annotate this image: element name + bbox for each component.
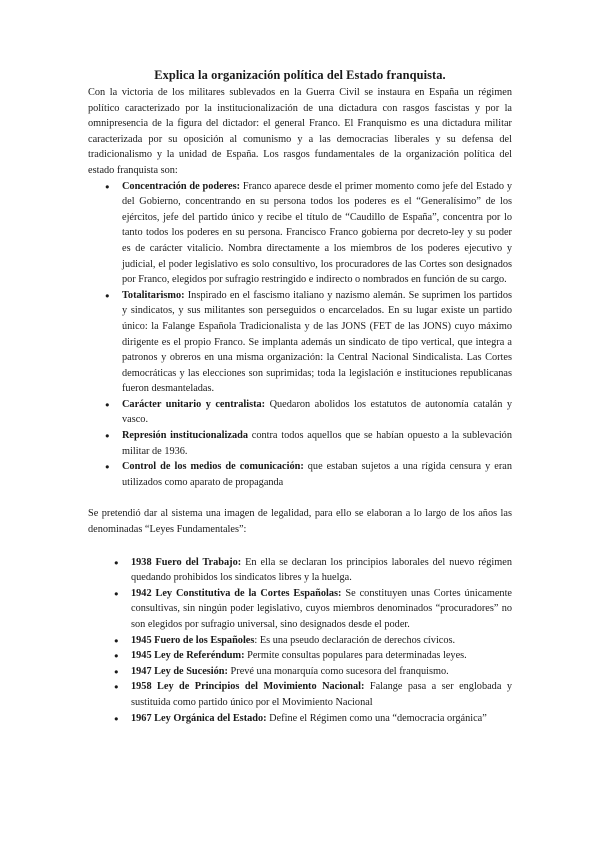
law-text: En ella se declaran los principios laborales del nuevo régimen quedando prohibidos los sindicatos libres y la huelga.: [131, 556, 512, 584]
law-term: 1945 Ley de Referéndum:: [131, 650, 245, 662]
law-text: Permite consultas populares para determinadas leyes.: [244, 650, 467, 662]
feature-term: Represión institucionalizada: [122, 430, 248, 442]
laws-intro-paragraph: Se pretendió dar al sistema una imagen de legalidad, para ello se elaboran a lo largo de los años las denominadas “Leyes Fundamentales”:: [88, 508, 512, 536]
law-term: 1958 Ley de Principios del Movimiento Nacional:: [131, 681, 365, 693]
spacer: [88, 538, 512, 555]
law-text: Falange pasa a ser englobada y sustituida como partido único por el Movimiento Nacional: [131, 681, 512, 708]
list-item: [88, 459, 512, 490]
list-item: [88, 428, 512, 459]
spacer: [88, 490, 512, 506]
law-text: Define el Régimen como una “democracia orgánica”: [266, 712, 487, 724]
feature-text: contra todos aquellos que se habían opuesto a la sublevación militar de 1936.: [122, 430, 512, 457]
feature-text: que estaban sujetos a una rígida censura y eran utilizados como aparato de propaganda: [122, 461, 512, 488]
list-item: [88, 288, 512, 397]
list-item: [88, 664, 512, 680]
list-item: [88, 633, 512, 649]
laws-list: [88, 555, 512, 727]
law-term: 1967 Ley Orgánica del Estado:: [131, 712, 267, 724]
list-item: [88, 586, 512, 633]
features-list: [88, 179, 512, 491]
feature-text: Franco aparece desde el primer momento como jefe del Estado y del Gobierno, concentrando en su persona todos los poderes es el “Generalísimo” de los ejércitos, jefe del partido único y recibe el título de “Caudillo de España”, concentra por lo tanto todos los poderes en su persona. Francisco Franco gobierna por decreto-ley y su poder es de carácter vitalicio. Nombra directamente a los miembros de los poderes ejecutivo y judicial, el poder legislativo es solo consultivo, los procuradores de las Cortes son designados por Franco, elegidos por sufragio restringido e indirecto o nombrados en función de su cargo.: [122, 180, 512, 286]
feature-text: Quedaron abolidos los estatutos de autonomía catalán y vasco.: [122, 398, 512, 426]
feature-text: Inspirado en el fascismo italiano y nazismo alemán. Se suprimen los partidos y sindicatos, y sus militantes son perseguidos o encarcelados. En su lugar existe un partido único: la Falange Española Tradicionalista y de las JONS (FET de las JONS) cuyo máximo dirigente es el propio Franco. Se implanta además un sindicato de tipo vertical, que integra a patronos y obreros en una misma organización: la Central Nacional Sindicalista. Las Cortes democráticas y las elecciones son suprimidas; toda la legislación e instituciones republicanas fueron desmanteladas.: [122, 289, 512, 395]
intro-paragraph: Con la victoria de los militares sublevados en la Guerra Civil se instaura en España un régimen político caracterizado por la institucionalización de una dictadura con rasgos fascistas y por la omnipresencia de la figura del dictador: el general Franco. El Franquismo es una dictadura militar caracterizada por su oposición al comunismo y a las democracias liberales y su defensa del tradicionalismo y la unidad de España. Los rasgos fundamentales de la organización política del estado franquista son:: [88, 87, 512, 176]
feature-term: Control de los medios de comunicación:: [122, 461, 304, 473]
list-item: [88, 648, 512, 664]
law-term: 1947 Ley de Sucesión:: [131, 665, 228, 677]
list-item: [88, 679, 512, 710]
document-title: Explica la organización política del Estado franquista.: [154, 68, 446, 82]
law-term: 1945 Fuero de los Españoles: [131, 634, 255, 646]
feature-term: Carácter unitario y centralista:: [122, 398, 266, 410]
list-item: [88, 179, 512, 288]
law-term: 1938 Fuero del Trabajo:: [131, 556, 242, 568]
law-text: Prevé una monarquía como sucesora del franquismo.: [227, 665, 449, 677]
list-item: [88, 555, 512, 586]
list-item: [88, 397, 512, 428]
feature-term: Totalitarismo:: [122, 289, 185, 301]
law-text: Se constituyen unas Cortes únicamente consultivas, sin ningún poder legislativo, cuyos miembros denominados “procuradores” no son elegidos por sufragio universal, sino designados desde el poder.: [131, 587, 513, 630]
list-item: [88, 711, 512, 727]
law-term: 1942 Ley Constitutiva de la Cortes Españolas:: [131, 587, 342, 599]
feature-term: Concentración de poderes:: [122, 180, 241, 192]
law-text: : Es una pseudo declaración de derechos cívicos.: [254, 634, 456, 646]
